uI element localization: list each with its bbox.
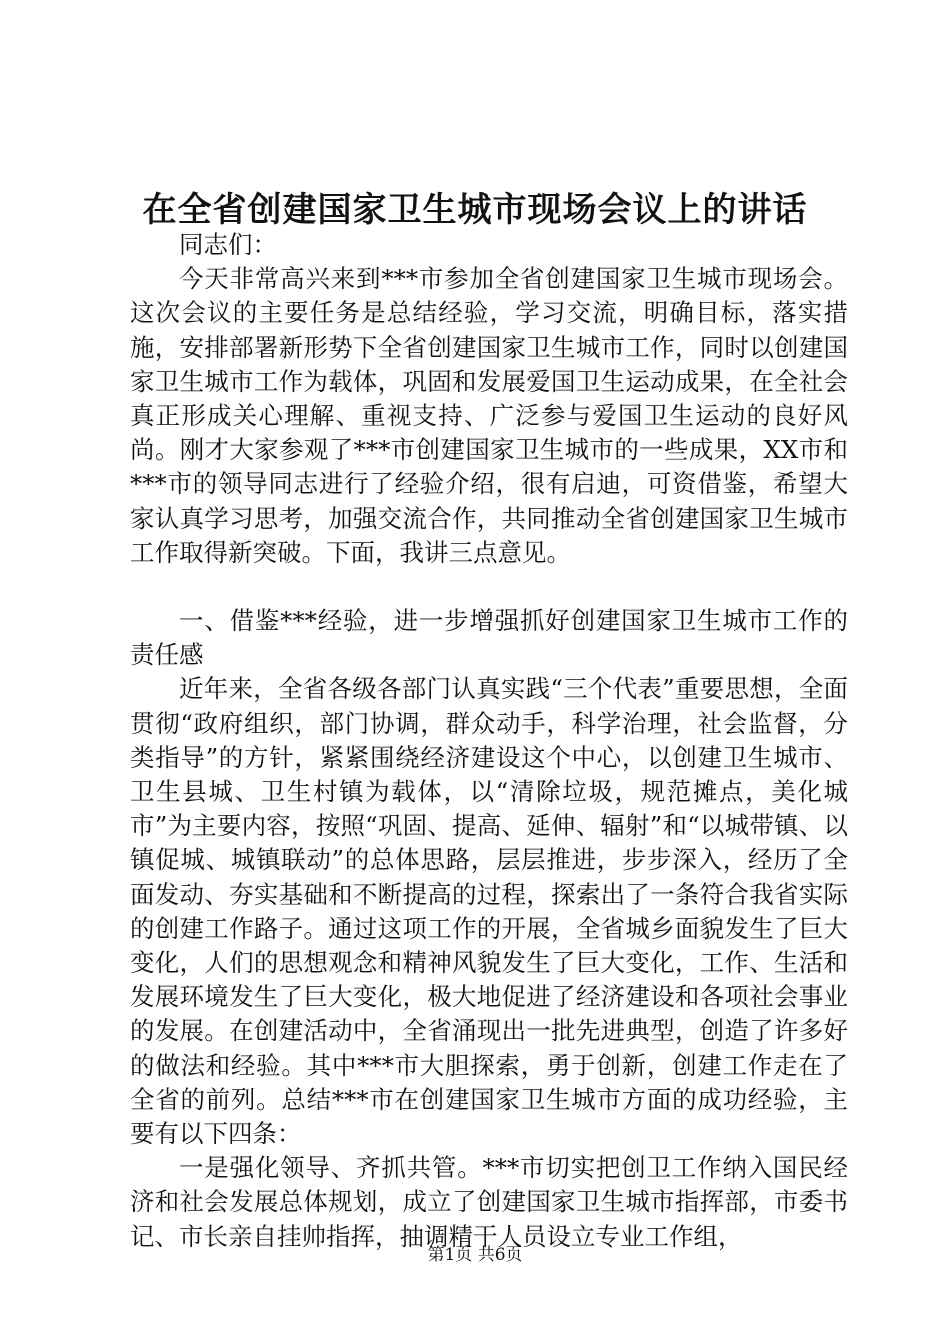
paragraph-section-1: 近年来，全省各级各部门认真实践“三个代表”重要思想，全面贯彻“政府组织，部门协调，群众动手，科学治理，社会监督，分类指导”的方针，紧紧围绕经济建设这个中心，以创建卫生城市、卫生县城、卫生村镇为载体，以“清除垃圾，规范摊点，美化城市”为主要内容，按照“巩固、提高、延伸、辐射”和“以城带镇、以镇促城、城镇联动”的总体思路，层层推进，步步深入，经历了全面发动、夯实基础和不断提高的过程，探索出了一条符合我省实际的创建工作路子。通过这项工作的开展，全省城乡面貌发生了巨大变化，人们的思想观念和精神风貌发生了巨大变化，工作、生活和发展环境发生了巨大变化，极大地促进了经济建设和各项社会事业的发展。在创建活动中，全省涌现出一批先进典型，创造了许多好的做法和经验。其中***市大胆探索，勇于创新，创建工作走在了全省的前列。总结***市在创建国家卫生城市方面的成功经验，主要有以下四条： (130, 674, 848, 1149)
salutation: 同志们： (179, 230, 277, 259)
page-footer: 第1页 共6页 (427, 1245, 523, 1265)
section-heading-1: 一、借鉴***经验，进一步增强抓好创建国家卫生城市工作的责任感 (130, 606, 848, 670)
document-body (130, 228, 848, 1254)
document-title: 在全省创建国家卫生城市现场会议上的讲话 (142, 190, 808, 230)
paragraph-point-1: 一是强化领导、齐抓共管。***市切实把创卫工作纳入国民经济和社会发展总体规划，成立了创建国家卫生城市指挥部，市委书记、市长亲自挂帅指挥，抽调精干人员设立专业工作组， (130, 1153, 848, 1251)
paragraph-intro: 今天非常高兴来到***市参加全省创建国家卫生城市现场会。这次会议的主要任务是总结经验，学习交流，明确目标，落实措施，安排部署新形势下全省创建国家卫生城市工作，同时以创建国家卫生城市工作为载体，巩固和发展爱国卫生运动成果，在全社会真正形成关心理解、重视支持、广泛参与爱国卫生运动的良好风尚。刚才大家参观了***市创建国家卫生城市的一些成果，XX市和***市的领导同志进行了经验介绍，很有启迪，可资借鉴，希望大家认真学习思考，加强交流合作，共同推动全省创建国家卫生城市工作取得新突破。下面，我讲三点意见。 (130, 264, 848, 567)
